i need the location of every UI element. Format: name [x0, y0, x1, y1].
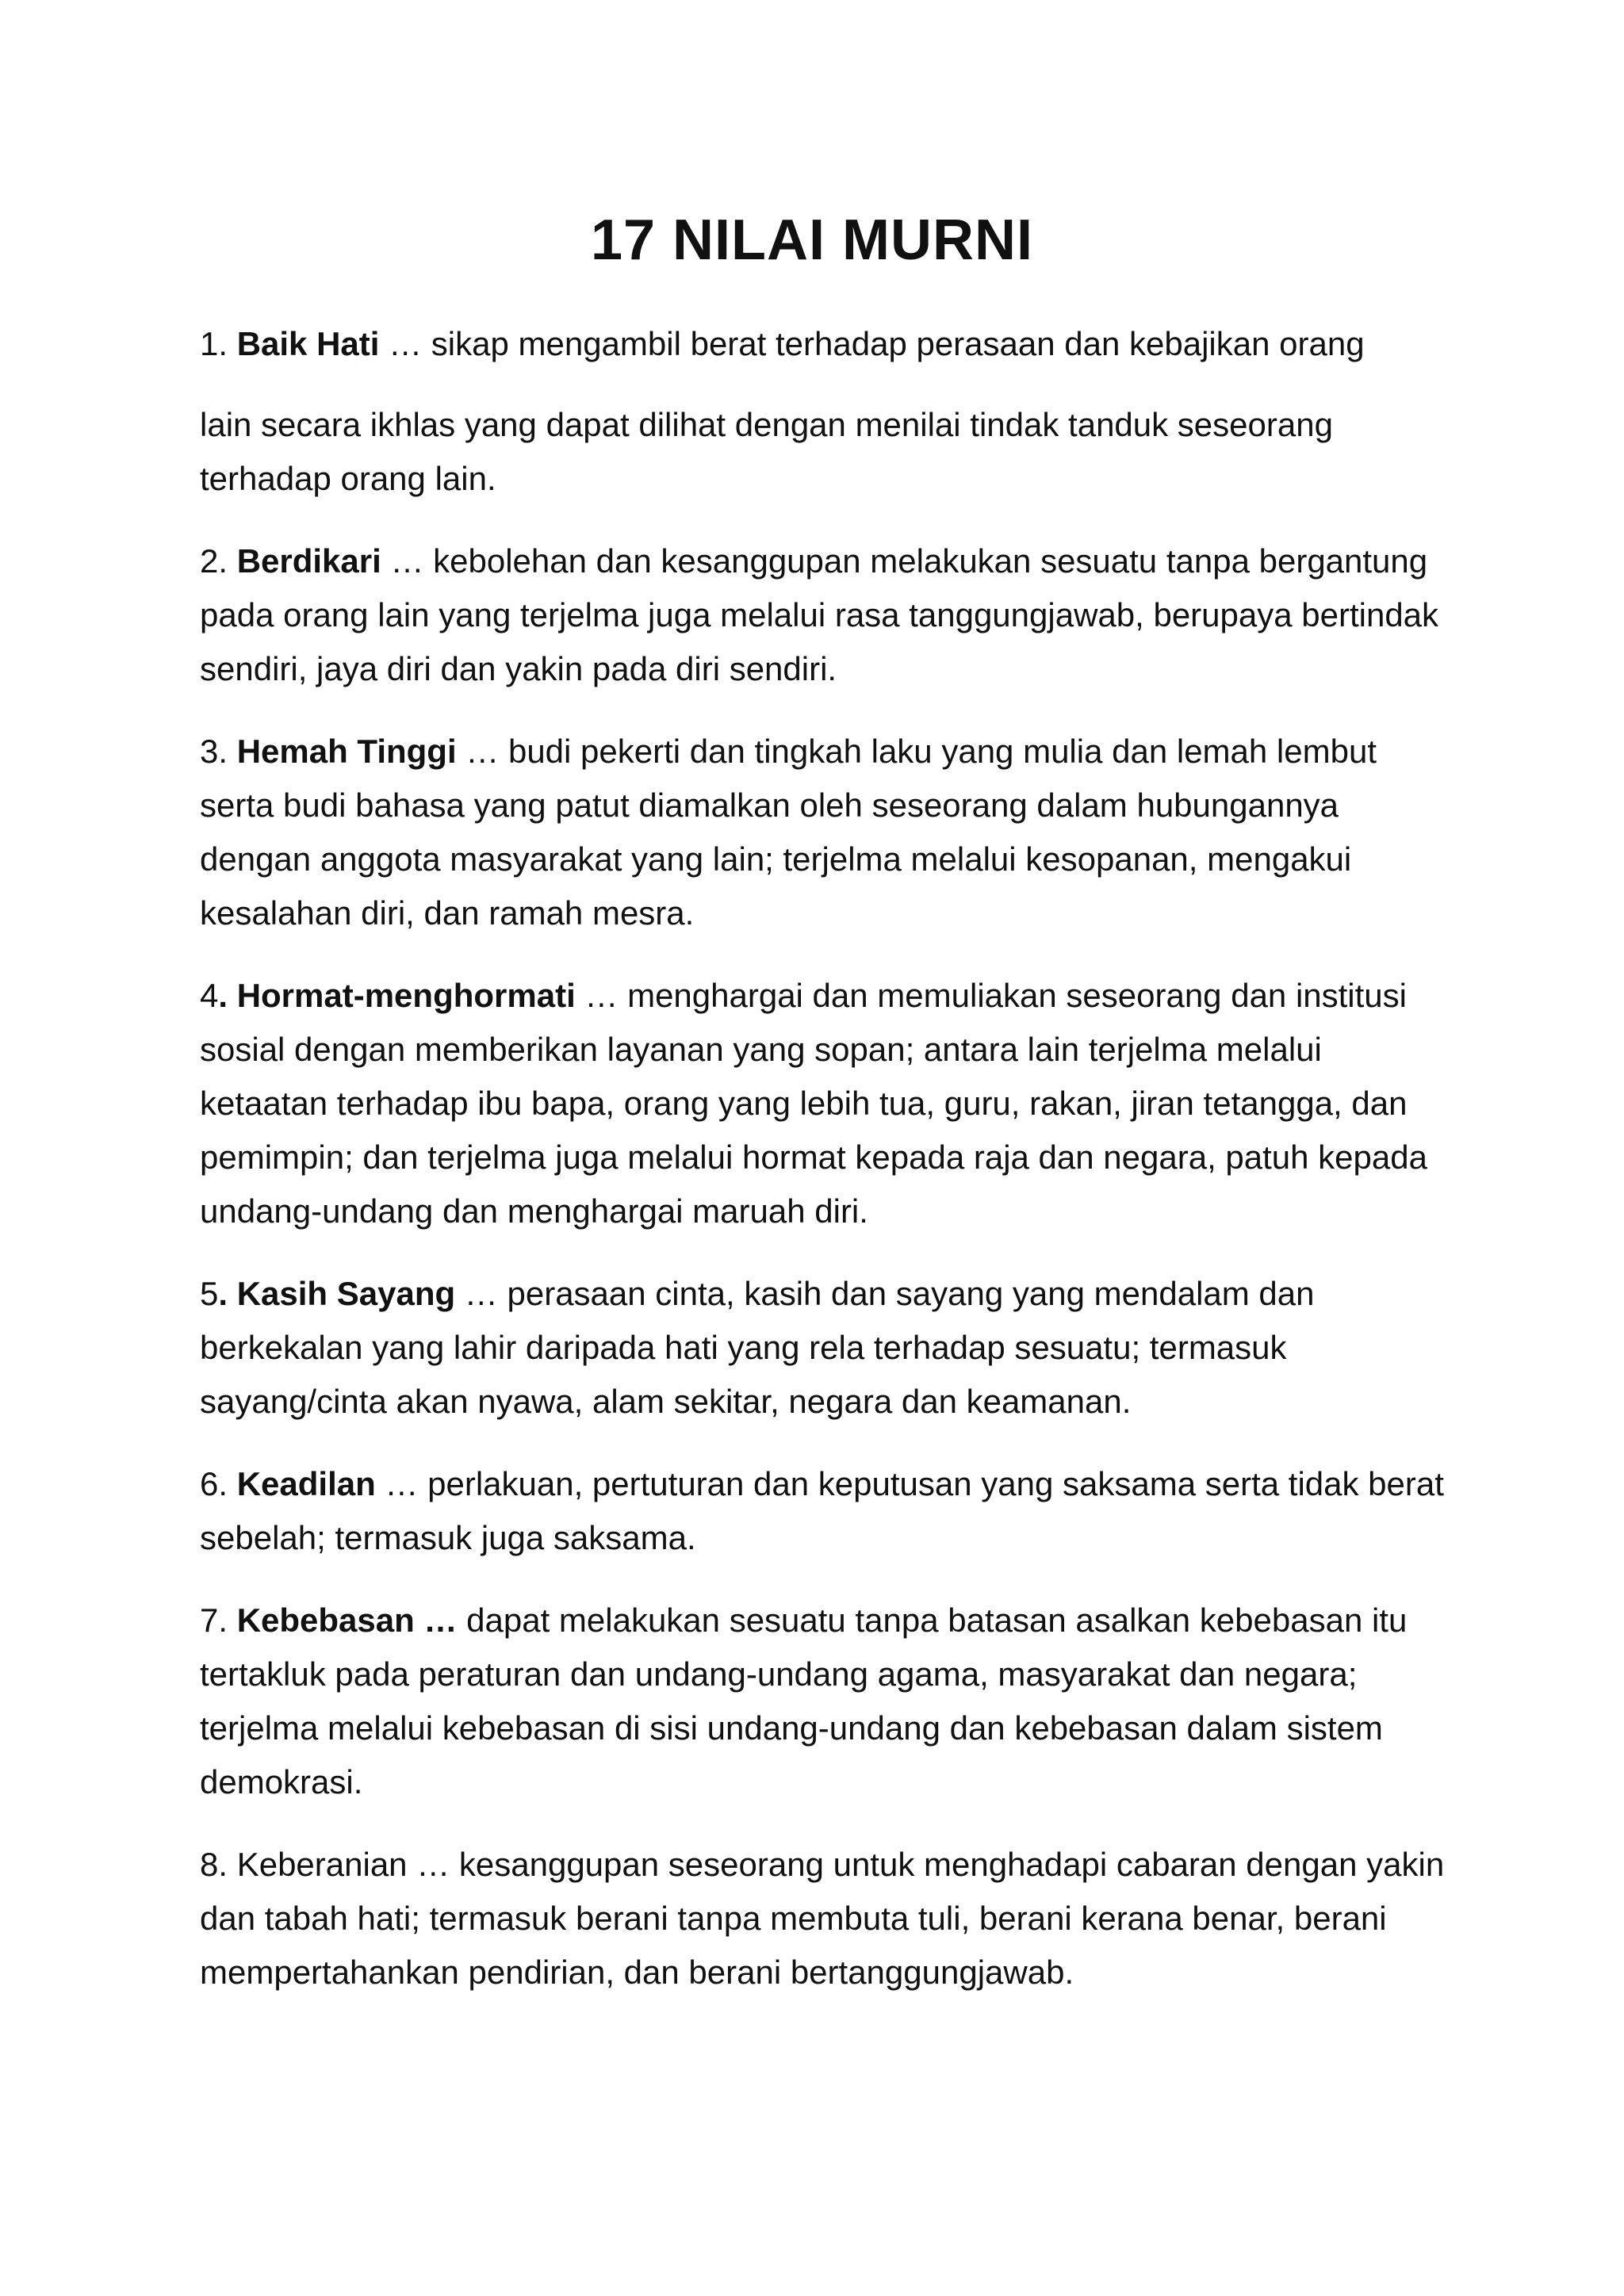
item-term: Kebebasan …: [236, 1601, 458, 1639]
item-ellipsis: …: [456, 733, 508, 770]
document-title: 17 NILAI MURNI: [590, 209, 1034, 272]
item-paragraph: [200, 534, 1453, 696]
item-number: 5: [200, 1275, 219, 1312]
list-item-keberanian: [200, 1838, 1453, 1999]
item-paragraph: [200, 317, 1453, 371]
list-item-hormat-menghormati: [200, 969, 1453, 1238]
item-description-continuation: lain secara ikhlas yang dapat dilihat dengan menilai tindak tanduk seseorang terhadap orang lain.: [200, 406, 1333, 497]
list-item-keadilan: [200, 1457, 1453, 1565]
item-paragraph: [200, 725, 1453, 940]
document-body: [200, 317, 1453, 2028]
item-ellipsis: …: [379, 325, 431, 362]
item-term: . Kasih Sayang: [218, 1275, 456, 1312]
item-term: Keberanian: [236, 1846, 408, 1883]
item-ellipsis: [457, 1601, 466, 1639]
list-item-kasih-sayang: [200, 1267, 1453, 1429]
item-paragraph: [200, 1267, 1453, 1429]
item-description: sikap mengambil berat terhadap perasaan dan kebajikan orang: [431, 325, 1365, 362]
item-description: budi pekerti dan tingkah laku yang mulia dan lemah lembut serta budi bahasa yang patut diamalkan oleh seseorang dalam hubungannya dengan anggota masyarakat yang lain; terjelma melalui kesopanan, mengakui kesalahan diri, dan ramah mesra.: [200, 733, 1377, 932]
item-ellipsis: …: [575, 977, 628, 1014]
item-term: Baik Hati: [236, 325, 380, 362]
item-ellipsis: …: [381, 542, 434, 580]
item-paragraph: [200, 1838, 1453, 1999]
item-ellipsis: …: [455, 1275, 508, 1312]
list-item-hemah-tinggi: [200, 725, 1453, 940]
item-description: kesanggupan seseorang untuk menghadapi cabaran dengan yakin dan tabah hati; termasuk berani tanpa membuta tuli, berani kerana benar, berani mempertahankan pendirian, dan berani bertanggungjawab.: [200, 1846, 1445, 1991]
item-number: 1.: [200, 325, 237, 362]
list-item-berdikari: [200, 534, 1453, 696]
item-description: dapat melakukan sesuatu tanpa batasan asalkan kebebasan itu tertakluk pada peraturan dan undang-undang agama, masyarakat dan negara; terjelma melalui kebebasan di sisi undang-undang dan kebebasan dalam sistem demokrasi.: [200, 1601, 1408, 1800]
item-ellipsis: …: [375, 1465, 428, 1502]
item-description: perlakuan, pertuturan dan keputusan yang saksama serta tidak berat sebelah; termasuk juga saksama.: [200, 1465, 1444, 1556]
list-item-kebebasan: [200, 1594, 1453, 1809]
item-number: 2.: [200, 542, 237, 580]
item-paragraph: [200, 969, 1453, 1238]
item-term: Berdikari: [236, 542, 381, 580]
item-number: 8.: [200, 1846, 237, 1883]
item-ellipsis: …: [407, 1846, 459, 1883]
item-term: . Hormat-menghormati: [218, 977, 576, 1014]
item-paragraph: [200, 1594, 1453, 1809]
item-term: Keadilan: [236, 1465, 376, 1502]
item-paragraph: [200, 1457, 1453, 1565]
item-number: 7.: [200, 1601, 237, 1639]
item-description: perasaan cinta, kasih dan sayang yang mendalam dan berkekalan yang lahir daripada hati yang rela terhadap sesuatu; termasuk sayang/cinta akan nyawa, alam sekitar, negara dan keamanan.: [200, 1275, 1315, 1420]
list-item-baik-hati: [200, 317, 1453, 506]
item-number: 6.: [200, 1465, 237, 1502]
item-number: 4: [200, 977, 219, 1014]
item-number: 3.: [200, 733, 237, 770]
item-description: menghargai dan memuliakan seseorang dan institusi sosial dengan memberikan layanan yang sopan; antara lain terjelma melalui ketaatan terhadap ibu bapa, orang yang lebih tua, guru, rakan, jiran tetangga, dan pemimpin; dan terjelma juga melalui hormat kepada raja dan negara, patuh kepada undang-undang dan menghargai maruah diri.: [200, 977, 1427, 1230]
item-term: Hemah Tinggi: [236, 733, 457, 770]
item-description: kebolehan dan kesanggupan melakukan sesuatu tanpa bergantung pada orang lain yang terjelma juga melalui rasa tanggungjawab, berupaya bertindak sendiri, jaya diri dan yakin pada diri sendiri.: [200, 542, 1439, 687]
